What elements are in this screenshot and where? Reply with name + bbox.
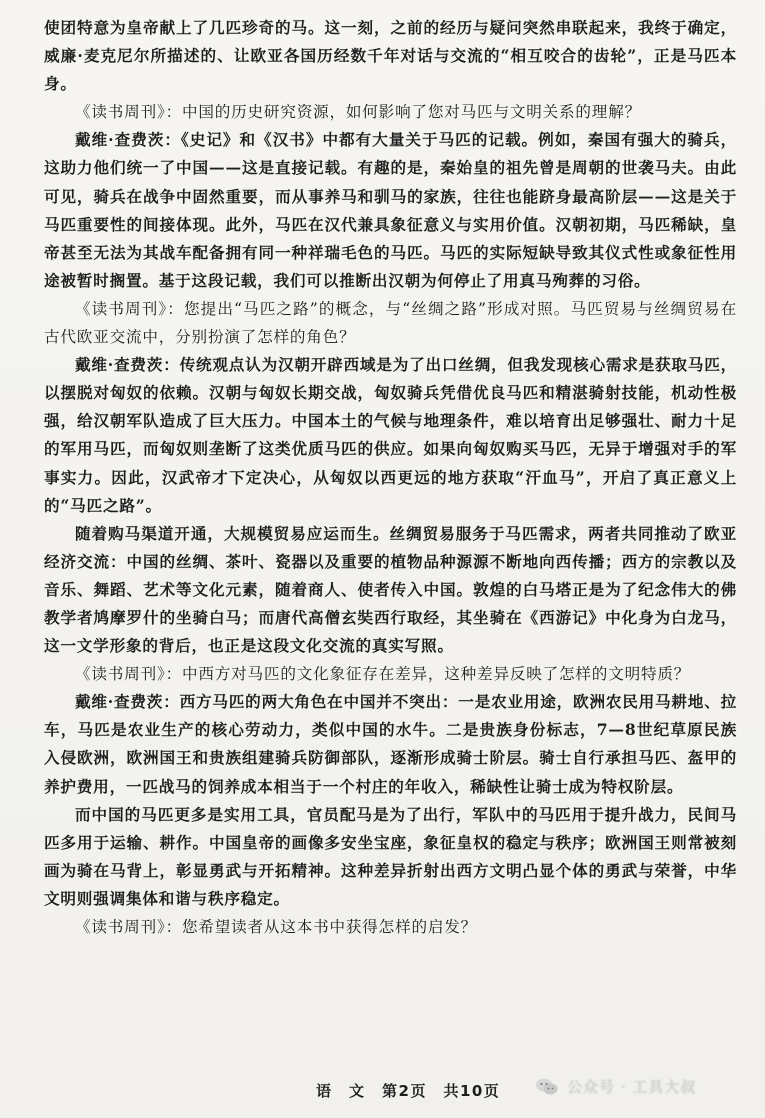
page-footer	[0, 1080, 765, 1110]
interview-question: 《读书周刊》：中西方对马匹的文化象征存在差异，这种差异反映了怎样的文明特质？	[75, 665, 691, 684]
wechat-icon	[535, 1077, 559, 1097]
interview-question: 《读书周刊》：您提出“马匹之路”的概念，与“丝绸之路”形成对照。马匹贸易与丝绸贸易在古代欧亚交流中，分别扮演了怎样的角色？	[44, 299, 737, 347]
interview-question: 《读书周刊》：中国的历史研究资源，如何影响了您对马匹与文明关系的理解？	[75, 103, 641, 122]
page-number: 语 文 第2页 共10页	[316, 1082, 501, 1100]
interview-question: 《读书周刊》：您希望读者从这本书中获得怎样的启发？	[75, 918, 478, 936]
interview-answer: 戴维·查费茨：《史记》和《汉书》中都有大量关于马匹的记载。例如，秦国有强大的骑兵，这助力他们统一了中国——这是直接记载。有趣的是，秦始皇的祖先曾是周朝的世袭马夫。由此可见，骑兵在战争中固然重要，而从事养马和驯马的家族，往往也能跻身最高阶层——这是关于马匹重要性的间接体现。此外，马匹在汉代兼具象征意义与实用价值。汉朝初期，马匹稀缺，皇帝甚至无法为其战车配备拥有同一种祥瑞毛色的马匹。马匹的实际短缺导致其仪式性或象征性用途被暂时搁置。基于这段记载，我们可以推断出汉朝为何停止了用真马殉葬的习俗。	[44, 130, 737, 290]
body-paragraph: 随着购马渠道开通，大规模贸易应运而生。丝绸贸易服务于马匹需求，两者共同推动了欧亚经济交流：中国的丝绸、茶叶、瓷器以及重要的植物品种源源不断地向西传播；西方的宗教以及音乐、舞蹈、艺术等文化元素，随着商人、使者传入中国。敦煌的白马塔正是为了纪念伟大的佛教学者鸠摩罗什的坐骑白马；而唐代高僧玄奘西行取经，其坐骑在《西游记》中化身为白龙马，这一文学形象的背后，也正是这段文化交流的真实写照。	[44, 523, 737, 656]
article-content	[44, 14, 737, 941]
body-paragraph: 而中国的马匹更多是实用工具，官员配马是为了出行，军队中的马匹用于提升战力，民间马匹多用于运输、耕作。中国皇帝的画像多安坐宝座，象征皇权的稳定与秩序；欧洲国王则常被刻画为骑在马背上，彰显勇武与开拓精神。这种差异折射出西方文明凸显个体的勇武与荣誉，中华文明则强调集体和谐与秩序稳定。	[44, 804, 737, 908]
watermark-text: 公众号 · 工具大叔	[567, 1078, 697, 1096]
interview-answer: 戴维·查费茨：西方马匹的两大角色在中国并不突出：一是农业用途，欧洲农民用马耕地、拉车，马匹是农业生产的核心劳动力，类似中国的水牛。二是贵族身份标志，7—8世纪草原民族入侵欧洲，欧洲国王和贵族组建骑兵防御部队，逐渐形成骑士阶层。骑士自行承担马匹、盔甲的养护费用，一匹战马的饲养成本相当于一个村庄的年收入，稀缺性让骑士成为特权阶层。	[44, 692, 737, 796]
watermark	[535, 1076, 696, 1097]
paragraph-continuation: 使团特意为皇帝献上了几匹珍奇的马。这一刻，之前的经历与疑问突然串联起来，我终于确定，威廉·麦克尼尔所描述的、让欧亚各国历经数千年对话与交流的“相互咬合的齿轮”，正是马匹本身。	[44, 18, 737, 94]
interview-answer: 戴维·查费茨：传统观点认为汉朝开辟西域是为了出口丝绸，但我发现核心需求是获取马匹，以摆脱对匈奴的依赖。汉朝与匈奴长期交战，匈奴骑兵凭借优良马匹和精湛骑射技能，机动性极强，给汉朝军队造成了巨大压力。中国本土的气候与地理条件，难以培育出足够强壮、耐力十足的军用马匹，而匈奴则垄断了这类优质马匹的供应。如果向匈奴购买马匹，无异于增强对手的军事实力。因此，汉武帝才下定决心，从匈奴以西更远的地方获取“汗血马”，开启了真正意义上的“马匹之路”。	[44, 355, 737, 515]
